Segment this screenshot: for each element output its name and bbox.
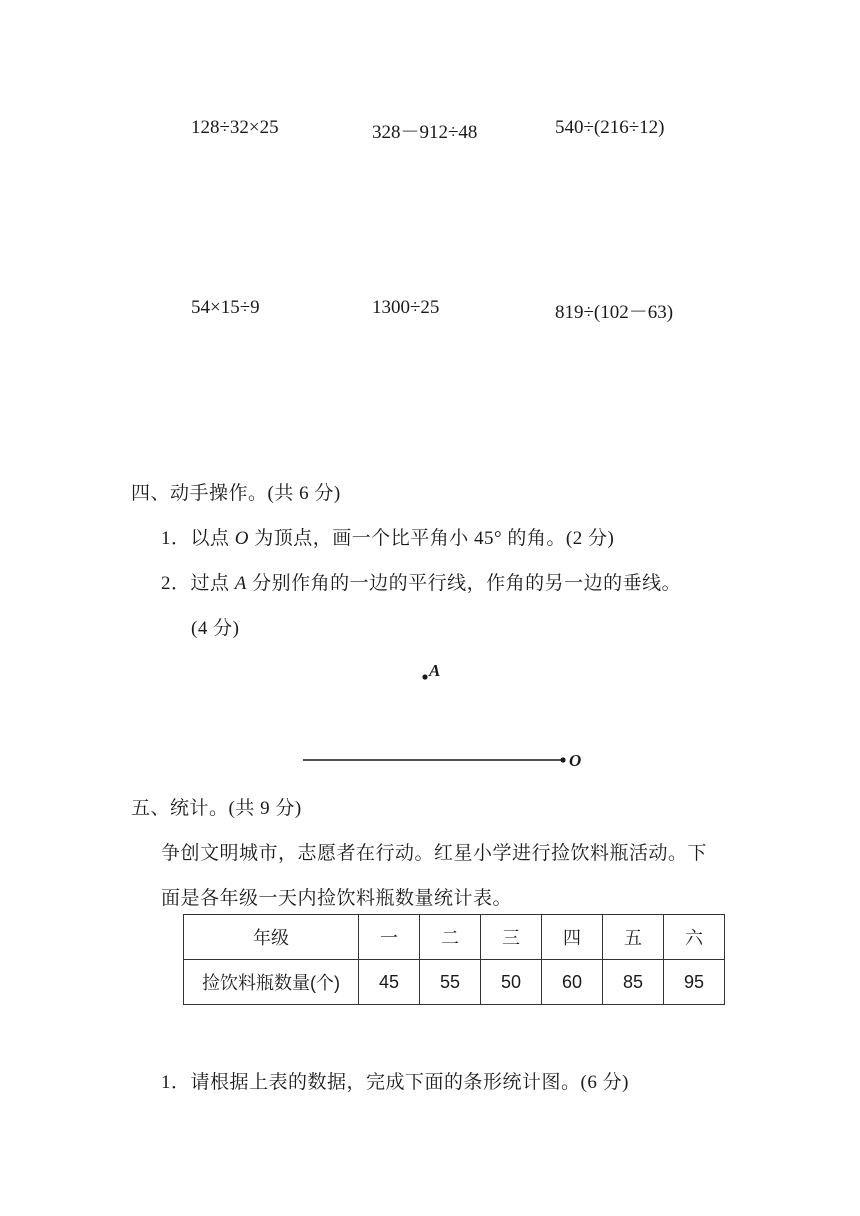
table-header-grade: 年级 [184,915,359,960]
point-o-label: O [569,751,582,770]
question-2-score: (4 分) [191,618,240,639]
count-cell: 45 [359,960,420,1005]
grade-cell: 三 [481,915,542,960]
expression-5: 1300÷25 [372,297,440,318]
question-text-post: 为顶点，画一个比平角小 45° 的角。(2 分) [249,528,615,549]
section-5-title: 五、统计。(共 9 分) [131,798,302,819]
question-number: 1． [161,528,191,549]
question-text-pre: 过点 [190,573,235,594]
point-variable: O [234,528,250,549]
expression-4: 54×15÷9 [191,297,260,318]
expression-1: 128÷32×25 [191,117,279,138]
count-cell: 55 [420,960,481,1005]
table-row-grades [184,915,725,960]
section-4-title: 四、动手操作。(共 6 分) [131,483,341,504]
question-text-post: 分别作角的一边的平行线，作角的另一边的垂线。 [246,573,682,594]
section-5-intro-line-1: 争创文明城市，志愿者在行动。红星小学进行捡饮料瓶活动。下 [161,843,708,864]
table-row-counts [184,960,725,1005]
point-a-label: A [429,661,441,680]
point-o-dot [560,757,565,762]
table-header-count: 捡饮料瓶数量(个) [184,960,359,1005]
grade-cell: 六 [664,915,725,960]
bottle-count-table [183,914,725,1005]
expression-3: 540÷(216÷12) [555,117,665,138]
count-cell: 85 [603,960,664,1005]
question-number: 2． [161,573,191,594]
grade-cell: 一 [359,915,420,960]
section-5-question-1: 1．请根据上表的数据，完成下面的条形统计图。(6 分) [161,1072,629,1093]
count-cell: 50 [481,960,542,1005]
question-text-pre: 以点 [190,528,235,549]
expression-6: 819÷(102－63) [555,302,674,323]
grade-cell: 二 [420,915,481,960]
count-cell: 95 [664,960,725,1005]
grade-cell: 五 [603,915,664,960]
grade-cell: 四 [542,915,603,960]
section-5-intro-line-2: 面是各年级一天内捡饮料瓶数量统计表。 [161,888,513,909]
point-variable: A [234,573,247,594]
point-a-dot [422,674,427,679]
expression-2: 328－912÷48 [372,122,478,143]
count-cell: 60 [542,960,603,1005]
